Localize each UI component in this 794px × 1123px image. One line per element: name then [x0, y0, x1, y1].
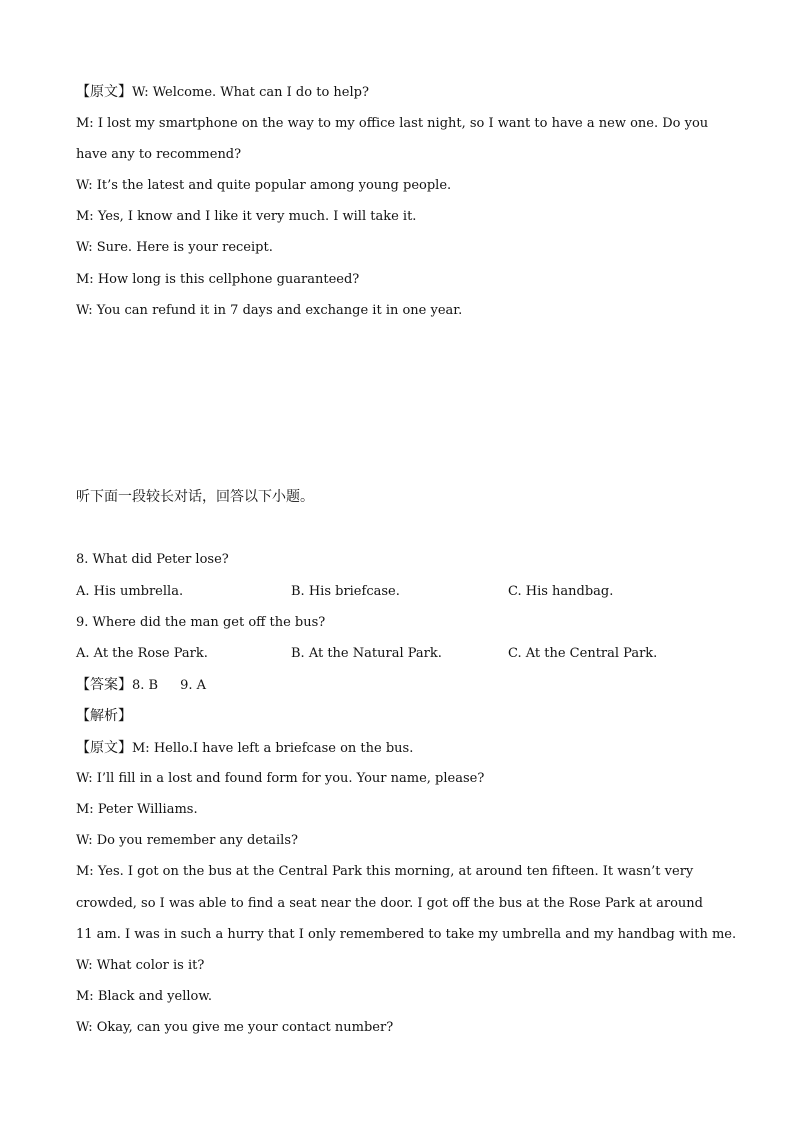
- dialogue-line: W: Welcome. What can I do to help?: [132, 85, 369, 100]
- option-a: A. At the Rose Park.: [76, 646, 208, 661]
- dialogue-line: crowded, so I was able to find a seat near the door. I got off the bus at the Rose Park at around: [76, 896, 703, 911]
- original-text-label: 【原文】: [76, 84, 132, 100]
- dialogue-line: M: Peter Williams.: [76, 802, 198, 817]
- dialogue-line: W: Sure. Here is your receipt.: [76, 240, 273, 255]
- option-a: A. His umbrella.: [76, 584, 184, 599]
- dialogue-line: W: It’s the latest and quite popular among young people.: [76, 178, 452, 193]
- dialogue-line: M: Yes, I know and I like it very much. I will take it.: [76, 209, 417, 224]
- dialogue-line: M: How long is this cellphone guaranteed?: [76, 272, 360, 287]
- passage1-line-1: [76, 84, 369, 101]
- question-stem: 8. What did Peter lose?: [76, 552, 229, 567]
- answer-q9: 9. A: [180, 678, 207, 693]
- option-c: C. His handbag.: [508, 584, 614, 599]
- option-c: C. At the Central Park.: [508, 646, 658, 661]
- answer-label: 【答案】: [76, 677, 132, 693]
- answer-line: [76, 677, 206, 694]
- dialogue-line: W: You can refund it in 7 days and exchange it in one year.: [76, 303, 463, 318]
- answer-q8: 8. B: [132, 678, 159, 693]
- dialogue-line: W: What color is it?: [76, 958, 205, 973]
- original-text-label: 【原文】: [76, 740, 132, 756]
- dialogue-line: W: I’ll fill in a lost and found form for you. Your name, please?: [76, 771, 485, 786]
- dialogue-line: M: Yes. I got on the bus at the Central Park this morning, at around ten fifteen. It wasn’t very: [76, 864, 694, 879]
- question-stem: 9. Where did the man get off the bus?: [76, 615, 326, 630]
- analysis-label: 【解析】: [76, 708, 132, 724]
- dialogue-line: M: Black and yellow.: [76, 989, 213, 1004]
- dialogue-line: M: Hello.I have left a briefcase on the bus.: [132, 741, 414, 756]
- option-b: B. His briefcase.: [291, 584, 400, 599]
- dialogue-line: M: I lost my smartphone on the way to my office last night, so I want to have a new one. Do you: [76, 116, 709, 131]
- dialogue-line: W: Okay, can you give me your contact number?: [76, 1020, 394, 1035]
- section-instruction: 听下面一段较长对话，回答以下小题。: [76, 489, 314, 505]
- dialogue-line: 11 am. I was in such a hurry that I only remembered to take my umbrella and my handbag with me.: [76, 927, 737, 942]
- dialogue-line: have any to recommend?: [76, 147, 242, 162]
- passage2-line-1: [76, 740, 413, 757]
- dialogue-line: W: Do you remember any details?: [76, 833, 298, 848]
- option-b: B. At the Natural Park.: [291, 646, 442, 661]
